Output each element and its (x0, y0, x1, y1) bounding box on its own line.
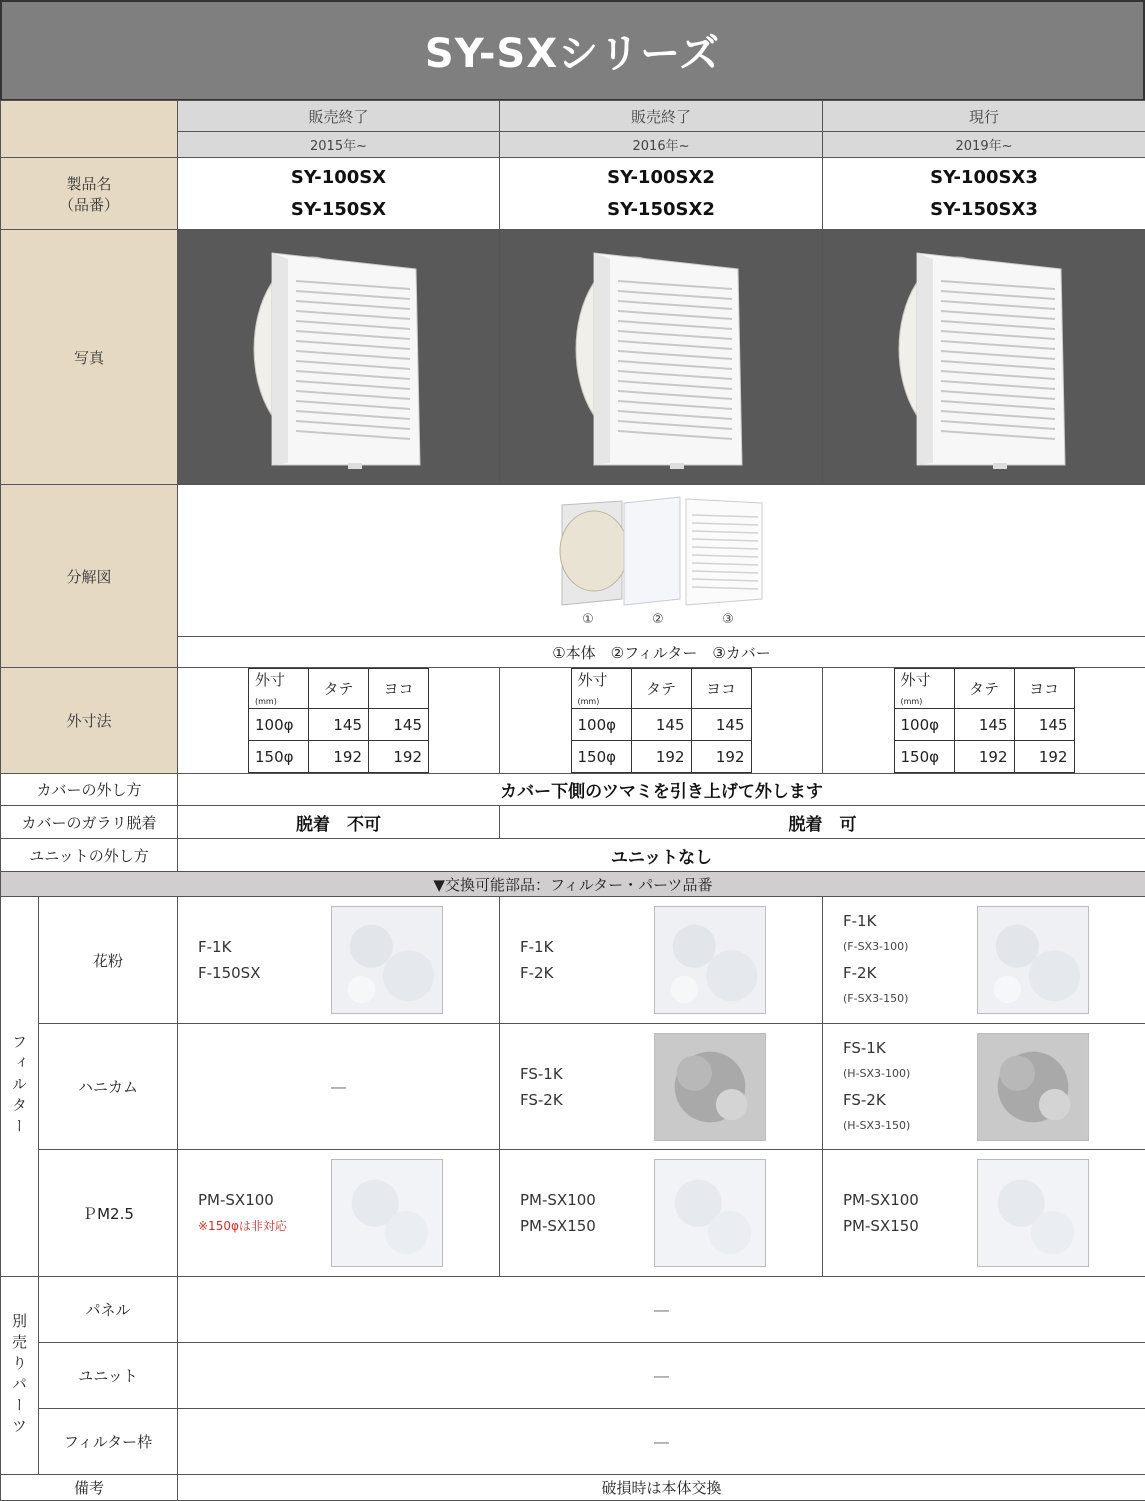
part-code: PM-SX100 (843, 1187, 919, 1213)
dim-size: 150φ (249, 741, 309, 773)
filter-group-text: フィルター (9, 1034, 30, 1139)
part-code-sub: (F-SX3-150) (843, 986, 908, 1012)
unit-label: ユニット (39, 1343, 178, 1409)
exploded-label: 分解図 (1, 485, 178, 668)
dim-header-width: ヨコ (369, 669, 429, 709)
filter-image (977, 906, 1089, 1014)
honeycomb-col-1: ― (178, 1024, 500, 1150)
model-col-2 (500, 158, 823, 230)
dim-height: 145 (309, 709, 369, 741)
model-col-1 (178, 158, 500, 230)
filter-image (977, 1159, 1089, 1267)
part-code: F-1K (843, 908, 908, 934)
dim-height: 192 (954, 741, 1014, 773)
dim-header-height: タテ (309, 669, 369, 709)
photo-col-2 (500, 230, 823, 485)
page-title: SY-SXシリーズ (0, 0, 1145, 101)
parts-section-header: ▼交換可能部品：フィルター・パーツ品番 (1, 872, 1145, 897)
dimension-table (571, 668, 752, 773)
honeycomb-col-3 (823, 1024, 1145, 1150)
marker-2: ② (652, 612, 664, 627)
year-col-1: 2015年~ (178, 132, 500, 158)
filter-image (977, 1033, 1089, 1141)
model-name: SY-100SX3 (823, 162, 1145, 194)
status-col-1: 販売終了 (178, 101, 500, 132)
filter-frame-label: フィルター枠 (39, 1409, 178, 1475)
remarks-label: 備考 (1, 1475, 178, 1501)
dim-header-size: 外寸(mm) (571, 669, 631, 709)
part-warning: ※150φは非対応 (198, 1213, 287, 1239)
product-name-label-sub: （品番） (1, 194, 177, 215)
fan-photo (889, 241, 1079, 473)
fan-photo (244, 241, 434, 473)
model-name: SY-150SX (178, 194, 499, 226)
dimensions-label: 外寸法 (1, 668, 178, 774)
panel-value: ― (178, 1277, 1145, 1343)
exploded-diagram (552, 495, 772, 627)
dim-size: 150φ (894, 741, 954, 773)
pm25-col-2 (500, 1150, 823, 1277)
status-col-3: 現行 (823, 101, 1145, 132)
part-code: F-1K (198, 934, 260, 960)
dimension-table (248, 668, 429, 773)
part-code: PM-SX150 (520, 1213, 596, 1239)
honeycomb-label: ハニカム (39, 1024, 178, 1150)
part-code: F-2K (520, 960, 553, 986)
pm25-col-1 (178, 1150, 500, 1277)
pm25-label: ＰM2.5 (39, 1150, 178, 1277)
part-code: FS-1K (520, 1061, 563, 1087)
dim-width: 192 (1014, 741, 1074, 773)
photo-label: 写真 (1, 230, 178, 485)
dim-height: 192 (309, 741, 369, 773)
year-col-2: 2016年~ (500, 132, 823, 158)
dim-size: 100φ (571, 709, 631, 741)
dimensions-col-1 (178, 668, 500, 774)
photo-col-3 (823, 230, 1145, 485)
dim-height: 145 (631, 709, 691, 741)
dim-height: 145 (954, 709, 1014, 741)
dimensions-col-3 (823, 668, 1145, 774)
part-code: PM-SX100 (198, 1187, 287, 1213)
grille-label: カバーのガラリ脱着 (1, 806, 178, 839)
exploded-view (178, 485, 1145, 637)
separate-group-text: 別売りパーツ (9, 1313, 30, 1439)
dim-width: 145 (691, 709, 751, 741)
dim-width: 145 (1014, 709, 1074, 741)
filter-image (654, 1033, 766, 1141)
marker-3: ③ (722, 612, 734, 627)
part-code: FS-1K (843, 1035, 910, 1061)
product-name-label-line: 製品名 (1, 173, 177, 194)
filter-frame-value: ― (178, 1409, 1145, 1475)
filter-group-label (1, 897, 39, 1277)
pollen-label: 花粉 (39, 897, 178, 1024)
part-code: F-2K (843, 960, 908, 986)
grille-value-col-23: 脱着 可 (500, 806, 1145, 839)
dimension-table (894, 668, 1075, 773)
unit-removal-label: ユニットの外し方 (1, 839, 178, 872)
model-name: SY-100SX (178, 162, 499, 194)
cover-removal-label: カバーの外し方 (1, 774, 178, 806)
part-code: FS-2K (843, 1087, 910, 1113)
model-col-3 (823, 158, 1145, 230)
dim-width: 192 (369, 741, 429, 773)
pollen-col-3 (823, 897, 1145, 1024)
dim-header-width: ヨコ (691, 669, 751, 709)
corner-cell (1, 101, 178, 158)
model-name: SY-150SX2 (500, 194, 822, 226)
model-name: SY-150SX3 (823, 194, 1145, 226)
dim-size: 100φ (249, 709, 309, 741)
dim-width: 145 (369, 709, 429, 741)
filter-image (654, 906, 766, 1014)
separate-group-label (1, 1277, 39, 1475)
status-col-2: 販売終了 (500, 101, 823, 132)
spec-table (0, 100, 1145, 1501)
dim-header-height: タテ (954, 669, 1014, 709)
dim-size: 100φ (894, 709, 954, 741)
filter-image (654, 1159, 766, 1267)
exploded-caption: ①本体 ②フィルター ③カバー (178, 637, 1145, 668)
dim-size: 150φ (571, 741, 631, 773)
model-name: SY-100SX2 (500, 162, 822, 194)
part-code-sub: (F-SX3-100) (843, 934, 908, 960)
part-code: F-1K (520, 934, 553, 960)
part-code: FS-2K (520, 1087, 563, 1113)
dim-height: 192 (631, 741, 691, 773)
fan-photo (566, 241, 756, 473)
dim-header-size: 外寸(mm) (249, 669, 309, 709)
unit-removal-value: ユニットなし (178, 839, 1145, 872)
honeycomb-col-2 (500, 1024, 823, 1150)
product-name-label (1, 158, 178, 230)
part-code-sub: (H-SX3-100) (843, 1061, 910, 1087)
pollen-col-1 (178, 897, 500, 1024)
pm25-col-3 (823, 1150, 1145, 1277)
cover-removal-value: カバー下側のツマミを引き上げて外します (178, 774, 1145, 806)
dim-header-height: タテ (631, 669, 691, 709)
part-code: PM-SX150 (843, 1213, 919, 1239)
filter-image (331, 906, 443, 1014)
part-code-sub: (H-SX3-150) (843, 1113, 910, 1139)
part-code: PM-SX100 (520, 1187, 596, 1213)
marker-1: ① (582, 612, 594, 627)
remarks-value: 破損時は本体交換 (178, 1475, 1145, 1501)
dim-width: 192 (691, 741, 751, 773)
unit-value: ― (178, 1343, 1145, 1409)
photo-col-1 (178, 230, 500, 485)
year-col-3: 2019年~ (823, 132, 1145, 158)
dimensions-col-2 (500, 668, 823, 774)
panel-label: パネル (39, 1277, 178, 1343)
pollen-col-2 (500, 897, 823, 1024)
part-code: F-150SX (198, 960, 260, 986)
dim-header-size: 外寸(mm) (894, 669, 954, 709)
filter-image (331, 1159, 443, 1267)
grille-value-col-1: 脱着 不可 (178, 806, 500, 839)
dim-header-width: ヨコ (1014, 669, 1074, 709)
